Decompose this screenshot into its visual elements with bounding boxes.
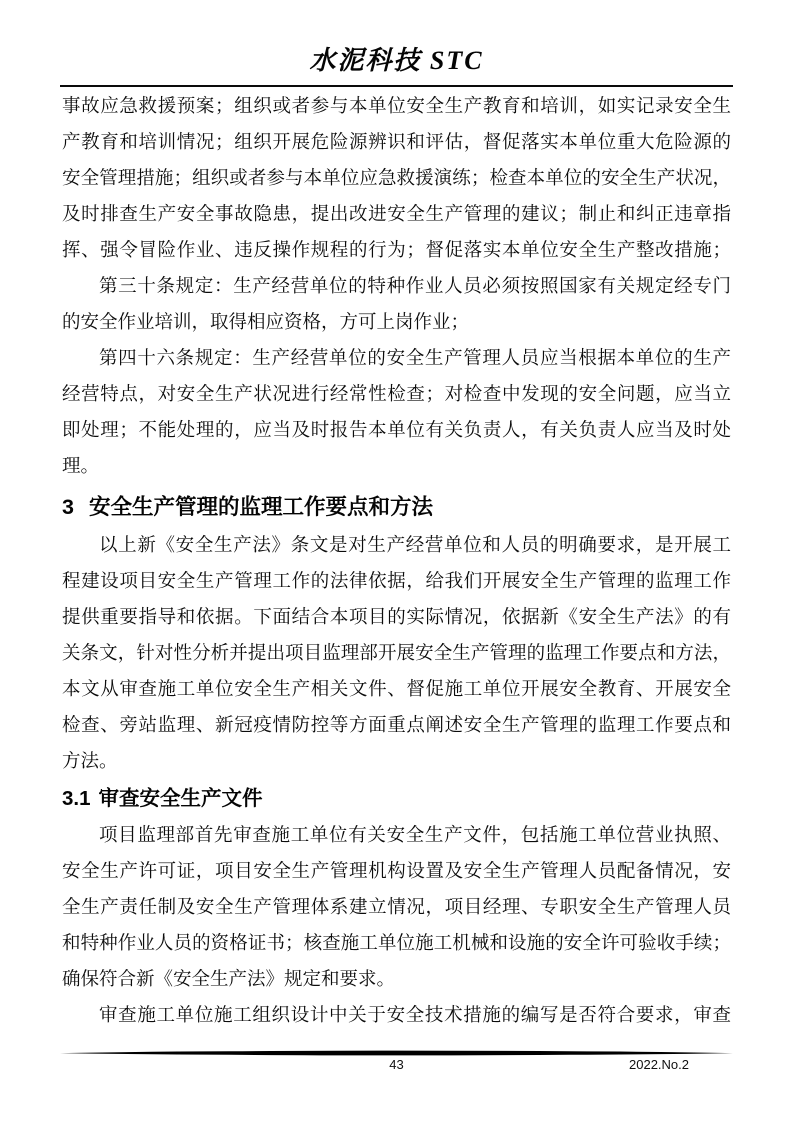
subsection-number: 3.1 xyxy=(62,787,91,810)
paragraph-article-30 xyxy=(62,269,731,341)
text-line: 挥、强令冒险作业、违反操作规程的行为；督促落实本单位安全生产整改措施； xyxy=(62,241,731,261)
paragraph-review-documents xyxy=(62,818,731,998)
subsection-title: 审查安全生产文件 xyxy=(98,787,263,810)
paragraph-review-design xyxy=(62,998,731,1034)
text-line: 以上新《安全生产法》条文是对生产经营单位和人员的明确要求，是开展工 xyxy=(99,536,731,556)
text-line: 方法。 xyxy=(62,752,118,772)
paragraph-article-46 xyxy=(62,341,731,485)
text-line: 关条文，针对性分析并提出项目监理部开展安全生产管理的监理工作要点和方法， xyxy=(62,644,731,664)
text-line: 事故应急救援预案；组织或者参与本单位安全生产教育和培训，如实记录安全生 xyxy=(62,97,731,117)
text-line: 项目监理部首先审查施工单位有关安全生产文件，包括施工单位营业执照、 xyxy=(99,826,731,846)
text-line: 审查施工单位施工组织设计中关于安全技术措施的编写是否符合要求，审查 xyxy=(99,1006,731,1026)
text-line: 和特种作业人员的资格证书；核查施工单位施工机械和设施的安全许可验收手续； xyxy=(62,934,731,954)
text-line: 程建设项目安全生产管理工作的法律依据，给我们开展安全生产管理的监理工作 xyxy=(62,572,731,592)
text-line: 确保符合新《安全生产法》规定和要求。 xyxy=(62,970,396,990)
text-line: 安全生产许可证，项目安全生产管理机构设置及安全生产管理人员配备情况，安 xyxy=(62,862,731,882)
text-line: 全生产责任制及安全生产管理体系建立情况，项目经理、专职安全生产管理人员 xyxy=(62,898,731,918)
document-body xyxy=(0,87,793,1034)
page-footer xyxy=(60,1050,733,1075)
footer-row xyxy=(60,1057,733,1075)
footer-rule xyxy=(60,1050,733,1056)
text-line: 安全管理措施；组织或者参与本单位应急救援演练；检查本单位的安全生产状况， xyxy=(62,169,731,189)
section-number: 3 xyxy=(62,495,74,519)
subsection-heading xyxy=(62,781,731,817)
text-line: 提供重要指导和依据。下面结合本项目的实际情况，依据新《安全生产法》的有 xyxy=(62,608,731,628)
text-line: 第四十六条规定：生产经营单位的安全生产管理人员应当根据本单位的生产 xyxy=(99,349,731,369)
paragraph-continuation xyxy=(62,89,731,269)
text-line: 检查、旁站监理、新冠疫情防控等方面重点阐述安全生产管理的监理工作要点和 xyxy=(62,716,731,736)
page-number: 43 xyxy=(389,1057,404,1072)
section-heading xyxy=(62,489,731,525)
text-line: 本文从审查施工单位安全生产相关文件、督促施工单位开展安全教育、开展安全 xyxy=(62,680,731,700)
text-line: 第三十条规定：生产经营单位的特种作业人员必须按照国家有关规定经专门 xyxy=(99,277,731,297)
text-line: 经营特点，对安全生产状况进行经常性检查；对检查中发现的安全问题，应当立 xyxy=(62,385,731,405)
issue-label: 2022.No.2 xyxy=(629,1057,689,1072)
text-line: 即处理；不能处理的，应当及时报告本单位有关负责人，有关负责人应当及时处 xyxy=(62,421,731,441)
text-line: 产教育和培训情况；组织开展危险源辨识和评估，督促落实本单位重大危险源的 xyxy=(62,133,731,153)
text-line: 及时排查生产安全事故隐患，提出改进安全生产管理的建议；制止和纠正违章指 xyxy=(62,205,731,225)
text-line: 的安全作业培训，取得相应资格，方可上岗作业； xyxy=(62,313,470,333)
journal-title: 水泥科技 STC xyxy=(309,46,484,75)
paragraph-overview xyxy=(62,528,731,780)
page-header xyxy=(0,0,793,87)
text-line: 理。 xyxy=(62,457,100,477)
section-title: 安全生产管理的监理工作要点和方法 xyxy=(88,495,433,519)
